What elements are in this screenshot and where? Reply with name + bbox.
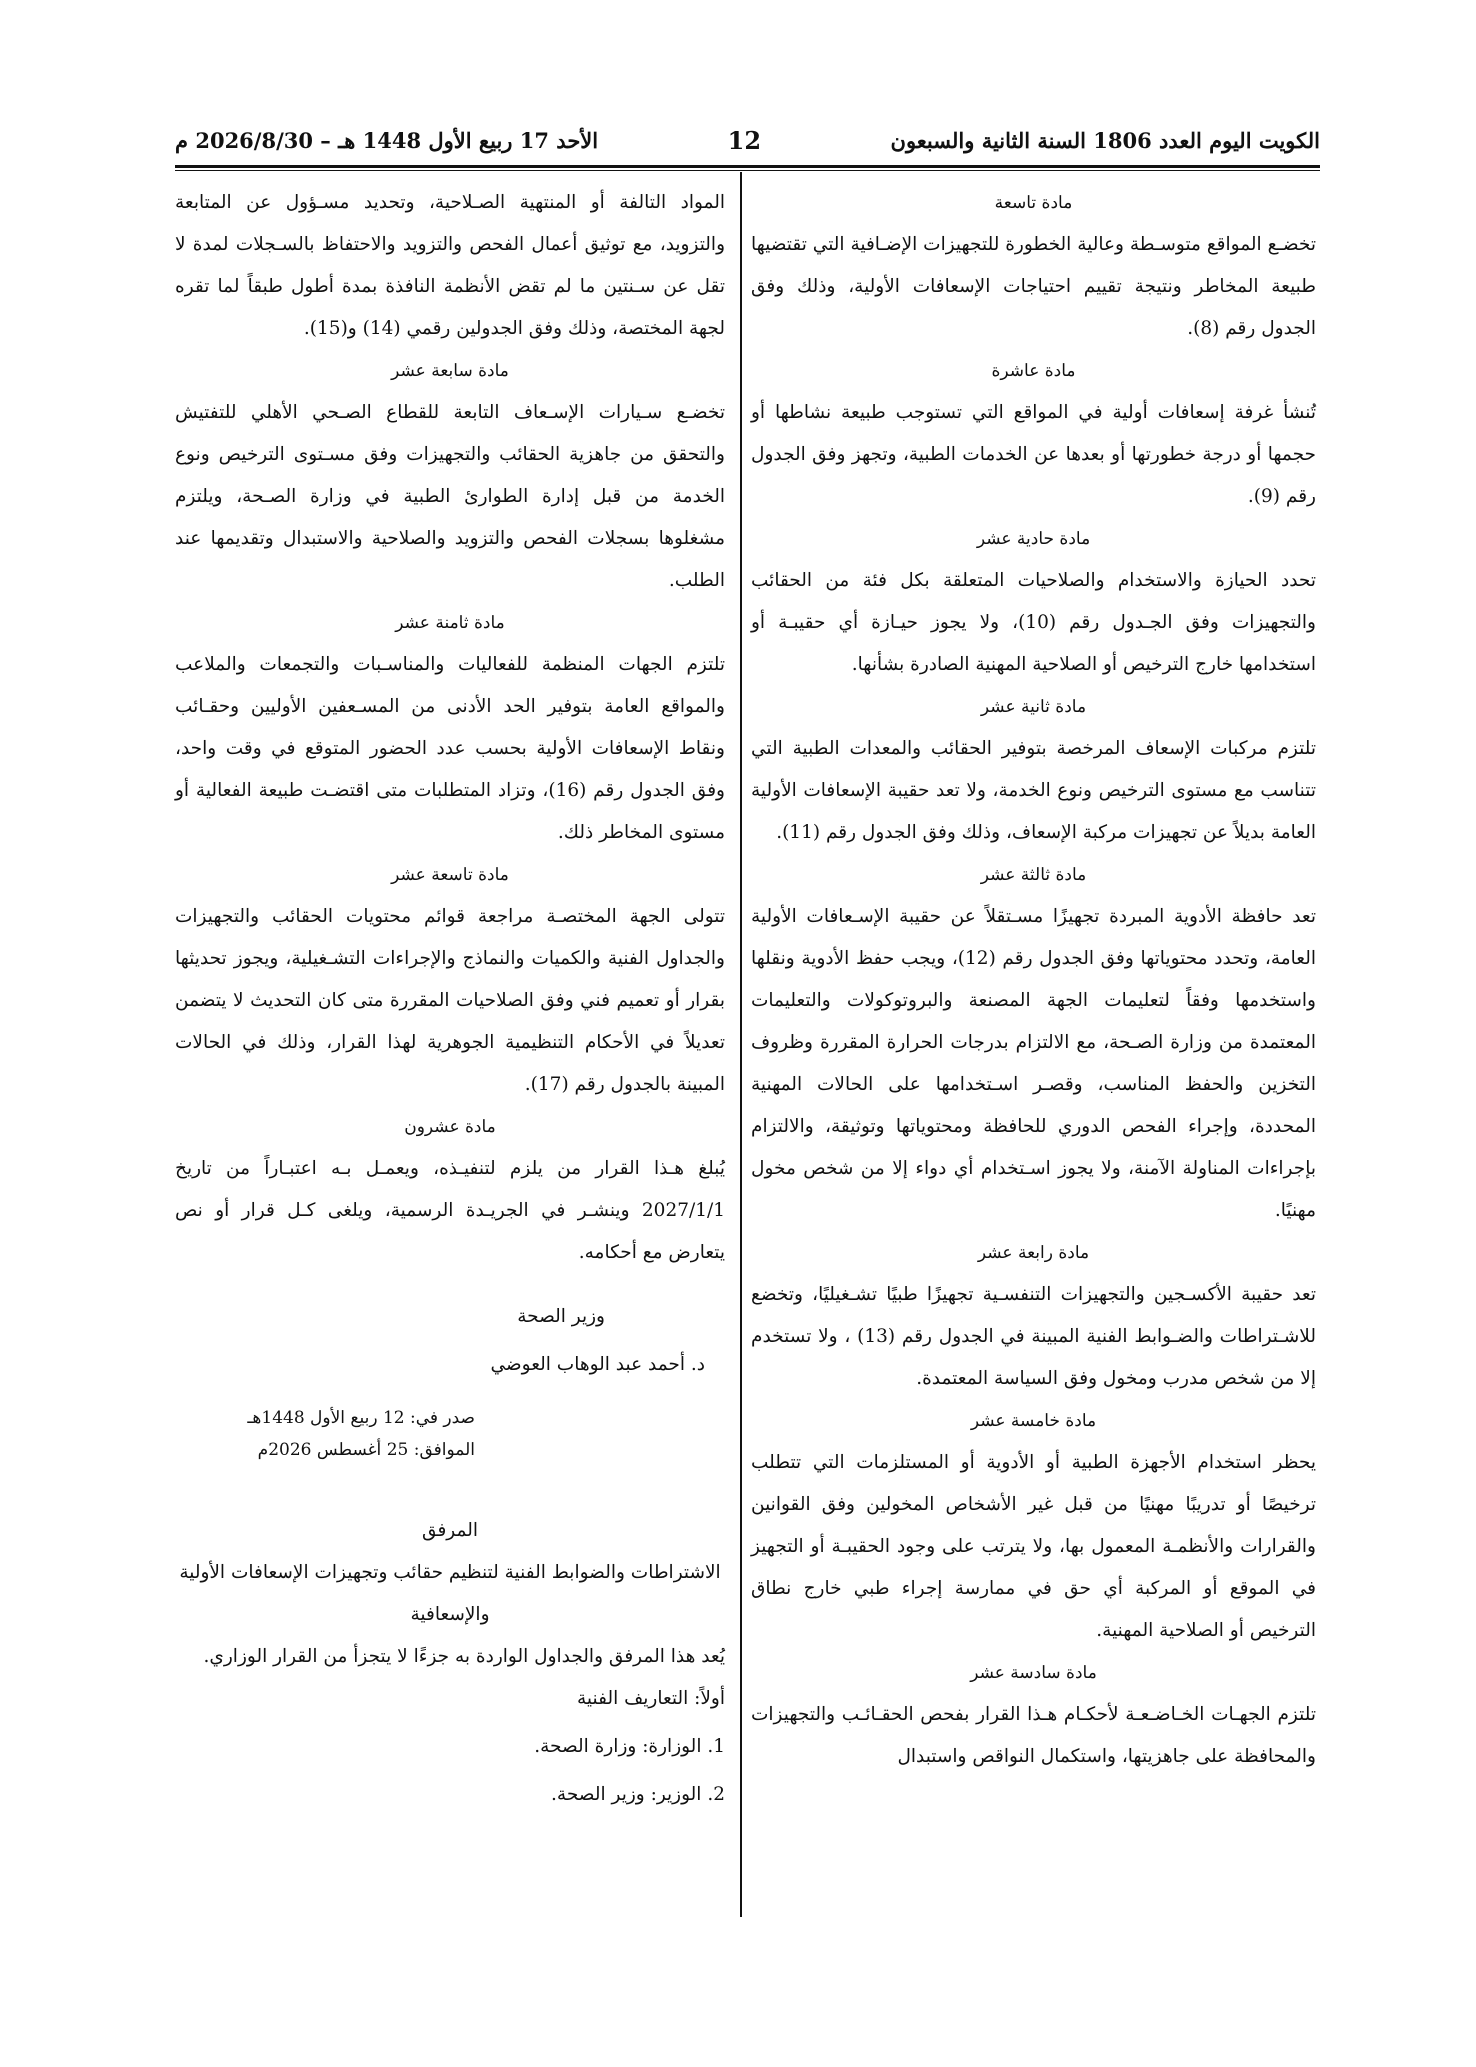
header-date: الأحد 17 ربيع الأول 1448 هـ – 2026/8/30 م: [175, 127, 599, 153]
article-text: تخضـع المواقع متوسـطة وعالية الخطورة للتجهيزات الإضـافية التي تقتضيها طبيعة المخاطر ونتيجة تقييم احتياجات الإسعافات الأولية، وذلك وفق الجدول رقم (8).: [751, 234, 1316, 339]
article-heading: مادة ثالثة عشر: [980, 865, 1087, 885]
article-heading: مادة حادية عشر: [976, 529, 1091, 549]
page-header: [175, 118, 1320, 162]
annex-title: المرفق: [422, 1520, 478, 1541]
article-text: تلتزم الجهـات الخـاضـعـة لأحكـام هـذا القرار بفحص الحقـائـب والتجهيزات والمحافظة على جاهزيتها، واستكمال النواقص واستبدال: [751, 1704, 1316, 1767]
article-16: [751, 1654, 1316, 1778]
article-16-continuation: المواد التالفة أو المنتهية الصـلاحية، وتحديد مسـؤول عن المتابعة والتزويد، مع توثيق أعمال الفحص والتزويد والاحتفاظ بالسـجلات لمدة لا تقل عن سـنتين ما لم تقض الأنظمة النافذة بمدة أطول طبقاً لما تقره لجهة المختصة، وذلك وفق الجدولين رقمي (14) و(15).: [175, 192, 725, 339]
article-heading: مادة سادسة عشر: [970, 1663, 1097, 1683]
article-text: تحدد الحيازة والاستخدام والصلاحيات المتعلقة بكل فئة من الحقائب والتجهيزات وفق الجـدول رقم (10)، ولا يجوز حيـازة أي حقيبـة أو استخدامها خارج الترخيص أو الصلاحية المهنية الصادرة بشأنها.: [751, 570, 1316, 675]
article-heading: مادة خامسة عشر: [970, 1411, 1097, 1431]
article-15: [751, 1402, 1316, 1652]
page-number: 12: [727, 125, 762, 155]
article-heading: مادة عشرون: [404, 1117, 496, 1137]
article-heading: مادة ثانية عشر: [980, 697, 1087, 717]
left-column: [175, 182, 725, 1822]
article-text: تعد حافظة الأدوية المبردة تجهيزًا مسـتقلاً عن حقيبة الإسـعافات الأولية العامة، وتحدد محتوياتها وفق الجدول رقم (12)، ويجب حفظ الأدوية ونقلها واستخدمها وفقاً لتعليمات الجهة المصنعة والبروتوكولات والتعليمات المعتمدة من وزارة الصـحة، مع الالتزام بدرجات الحرارة المقررة وظروف التخزين والحفظ المناسب، وقصـر اسـتخدامها على الحالات المهنية المحددة، وإجراء الفحص الدوري للحافظة ومحتوياتها وتوثيقة، والالتزام بإجراءات المناولة الآمنة، ولا يجوز اسـتخدام أي دواء إلا من شخص مخول مهنيًا.: [751, 906, 1316, 1221]
signer-title: وزير الصحة: [517, 1306, 605, 1327]
header-rule-thick: [175, 165, 1320, 168]
article-text: يحظر استخدام الأجهزة الطبية أو الأدوية أو المستلزمات التي تتطلب ترخيصًا أو تدريبًا مهنيًا من قبل غير الأشخاص المخولين وفق القوانين والقرارات والأنظمـة المعمول بها، ولا يترتب على وجود الحقيبـة أو التجهيز في الموقع أو المركبة أي حق في ممارسة إجراء طبي خارج نطاق الترخيص أو الصلاحية المهنية.: [751, 1452, 1316, 1641]
right-column: [751, 182, 1316, 1778]
annex-intro: يُعد هذا المرفق والجداول الواردة به جزءًا لا يتجزأ من القرار الوزاري.: [203, 1646, 725, 1667]
issued-gregorian: الموافق: 25 أغسطس 2026م: [257, 1440, 475, 1460]
article-12: [751, 688, 1316, 854]
article-text: تُنشأ غرفة إسعافات أولية في المواقع التي تستوجب طبيعة نشاطها أو حجمها أو درجة خطورتها أو بعدها عن الخدمات الطبية، وتجهز وفق الجدول رقم (9).: [751, 402, 1316, 507]
article-text: تعد حقيبة الأكسـجين والتجهيزات التنفسـية تجهيزًا طبيًا تشـغيليًا، وتخضع للاشـتراطات والضـوابط الفنية المبينة في الجدول رقم (13) ، ولا تستخدم إلا من شخص مدرب ومخول وفق السياسة المعتمدة.: [751, 1284, 1316, 1389]
signer-name: د. أحمد عبد الوهاب العوضي: [490, 1354, 705, 1375]
article-9: [751, 184, 1316, 350]
article-text: تخضـع سـيارات الإسـعاف التابعة للقطاع الصـحي الأهلي للتفتيش والتحقق من جاهزية الحقائب والتجهيزات وفق مسـتوى الترخيص ونوع الخدمة من قبل إدارة الطوارئ الطبية في وزارة الصـحة، ويلتزم مشغلوها بسجلات الفحص والتزويد والصلاحية والاستبدال وتقديمها عند الطلب.: [175, 402, 725, 591]
issue-date-block: [175, 1402, 725, 1466]
definition-item: 1. الوزارة: وزارة الصحة.: [534, 1736, 725, 1757]
article-text: تلتزم مركبات الإسعاف المرخصة بتوفير الحقائب والمعدات الطبية التي تتناسب مع مستوى الترخيص ونوع الخدمة، ولا تعد حقيبة الإسعافات الأولية العامة بديلاً عن تجهيزات مركبة الإسعاف، وذلك وفق الجدول رقم (11).: [751, 738, 1316, 843]
article-text: يُبلغ هـذا القرار من يلزم لتنفيـذه، ويعمـل بـه اعتبـاراً من تاريخ 2027/1/1 وينشـر في الجريـدة الرسمية، ويلغى كـل قرار أو نص يتعارض مع أحكامه.: [175, 1158, 725, 1263]
article-14: [751, 1234, 1316, 1400]
article-13: [751, 856, 1316, 1232]
article-20: [175, 1108, 725, 1274]
article-text: تتولى الجهة المختصـة مراجعة قوائم محتويات الحقائب والتجهيزات والجداول الفنية والكميات والنماذج والإجراءات التشـغيلية، ويجوز تحديثها بقرار أو تعميم فني وفق الصلاحيات المقررة متى كان التحديث لا يتضمن تعديلاً في الأحكام التنظيمية الجوهرية لهذا القرار، وذلك في الحالات المبينة بالجدول رقم (17).: [175, 906, 725, 1095]
header-issue: الكويت اليوم العدد 1806 السنة الثانية والسبعون: [890, 127, 1320, 153]
annex-subtitle: الاشتراطات والضوابط الفنية لتنظيم حقائب وتجهيزات الإسعافات الأولية والإسعافية: [179, 1562, 721, 1625]
definition-item: 2. الوزير: وزير الصحة.: [551, 1784, 725, 1805]
issued-hijri: صدر في: 12 ربيع الأول 1448هـ: [247, 1408, 475, 1428]
article-heading: مادة ثامنة عشر: [395, 613, 505, 633]
article-heading: مادة تاسعة عشر: [391, 865, 509, 885]
article-text: تلتزم الجهات المنظمة للفعاليات والمناسـبات والتجمعات والملاعب والمواقع العامة بتوفير الحد الأدنى من المسـعفين الأوليين وحقـائب ونقاط الإسعافات الأولية بحسب عدد الحضور المتوقع في وقت واحد، وفق الجدول رقم (16)، وتزاد المتطلبات متى اقتضـت طبيعة الفعالية أو مستوى المخاطر ذلك.: [175, 654, 725, 843]
article-heading: مادة عاشرة: [991, 361, 1076, 381]
article-19: [175, 856, 725, 1106]
article-18: [175, 604, 725, 854]
article-heading: مادة سابعة عشر: [391, 361, 509, 381]
article-17: [175, 352, 725, 602]
article-10: [751, 352, 1316, 518]
definitions-heading: أولاً: التعاريف الفنية: [577, 1688, 725, 1709]
article-11: [751, 520, 1316, 686]
article-heading: مادة رابعة عشر: [977, 1243, 1090, 1263]
column-divider: [740, 172, 742, 1917]
header-rule-thin: [175, 170, 1320, 171]
article-heading: مادة تاسعة: [994, 193, 1073, 213]
